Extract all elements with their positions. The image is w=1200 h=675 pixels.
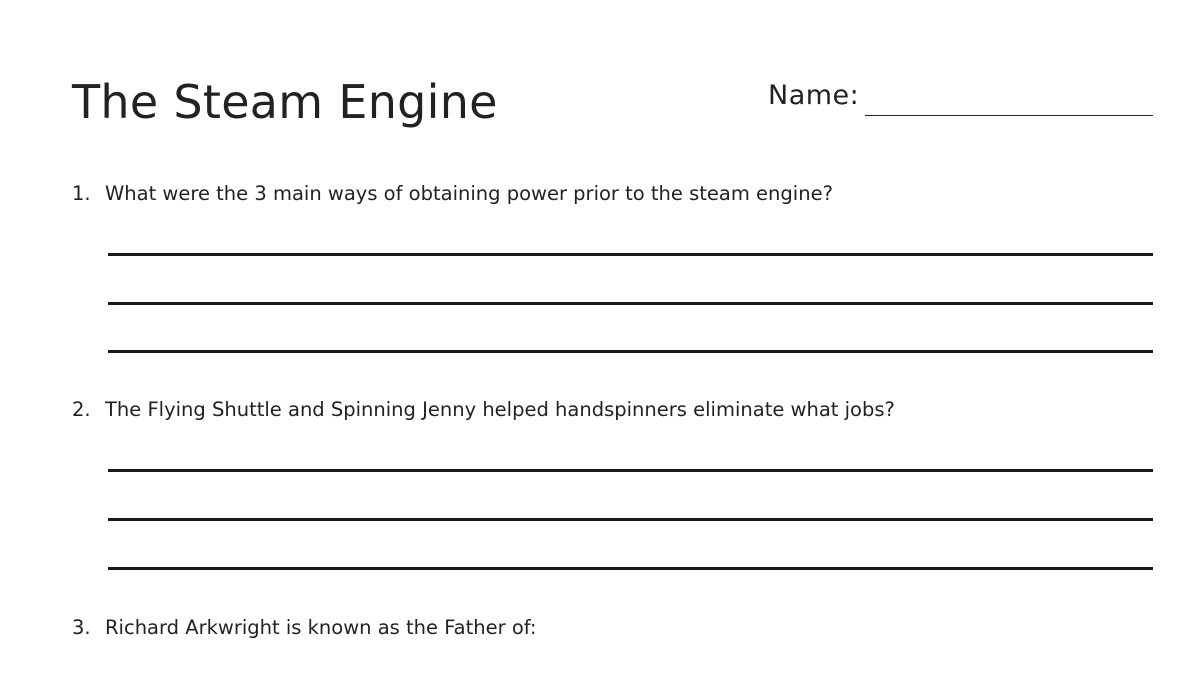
answer-line-2c[interactable] — [108, 567, 1153, 570]
question-number: 1. — [72, 182, 91, 205]
answer-line-1c[interactable] — [108, 350, 1153, 353]
answer-line-1a[interactable] — [108, 253, 1153, 256]
question-text: Richard Arkwright is known as the Father of: — [105, 616, 537, 639]
name-field-block — [768, 78, 1154, 118]
question-text: The Flying Shuttle and Spinning Jenny helped handspinners eliminate what jobs? — [105, 398, 895, 421]
question-number: 2. — [72, 398, 91, 421]
worksheet-title: The Steam Engine — [72, 75, 498, 129]
name-label: Name: — [768, 80, 860, 111]
answer-line-2a[interactable] — [108, 469, 1153, 472]
answer-line-2b[interactable] — [108, 518, 1153, 521]
question-number: 3. — [72, 616, 91, 639]
question-text: What were the 3 main ways of obtaining power prior to the steam engine? — [105, 182, 833, 205]
answer-line-1b[interactable] — [108, 302, 1153, 305]
name-blank-line[interactable] — [865, 115, 1153, 116]
